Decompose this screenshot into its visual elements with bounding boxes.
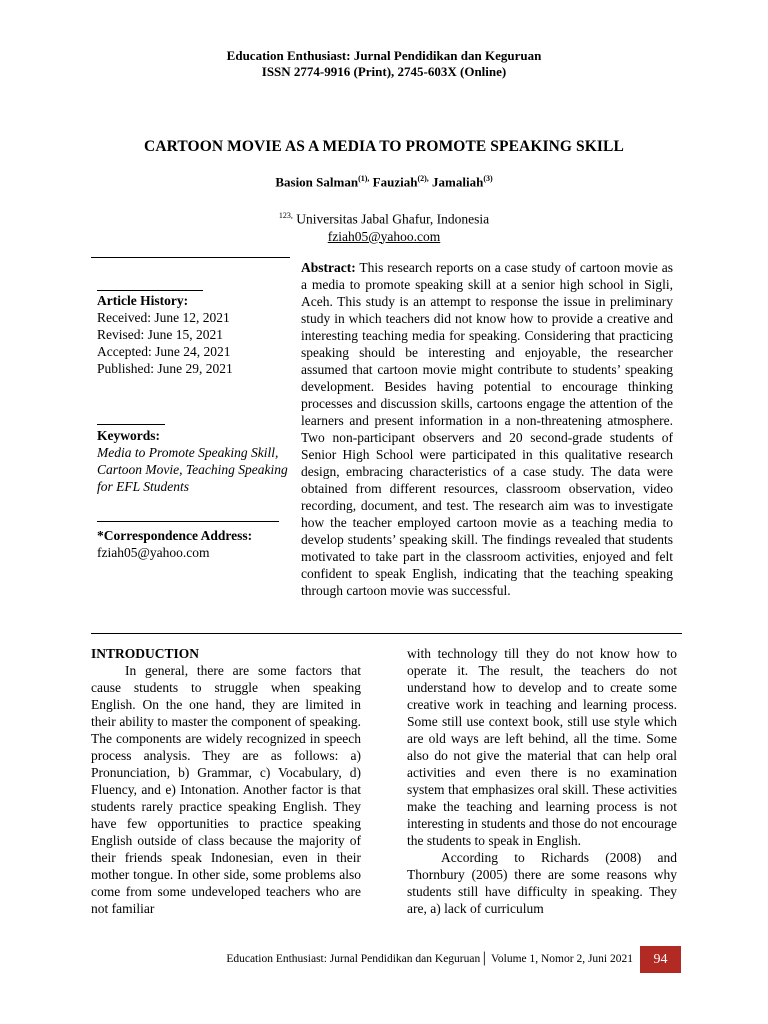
- author-name: Basion Salman: [275, 174, 359, 190]
- journal-header: [0, 48, 768, 80]
- divider-line: [91, 257, 290, 258]
- abstract-text: This research reports on a case study of cartoon movie as a media to promote speaking skill at a senior high school in Sigli, Aceh. This study is an attempt to response the issue in preliminary study in which teachers did not know how to provide a creative and interesting teaching media for speaking. Considering that practicing speaking should be interesting and enjoyable, the researcher assumed that cartoon movie might contribute to students’ speaking development. Besides having potential to encourage thinking processes and discussion skills, cartoons engage the attention of the learners and present information in a non-threatening atmosphere. Two non-participant observers and 20 second-grade students of Senior High School were participated in this qualitative research design, embracing characteristics of a case study. The data were obtained from different resources, classroom observation, video recording, document, and test. The research aim was to investigate how the teacher employed cartoon movie as a teaching media to develop students’ speaking skill. The findings revealed that students motivated to take part in the classroom activities, enjoyed and felt confident to speak English, indicating that the teaching speaking through cartoon movie was successful.: [301, 260, 673, 598]
- correspondence-heading: *Correspondence Address:: [97, 528, 253, 543]
- author-affil-mark: (2),: [417, 174, 429, 183]
- divider-line: [91, 633, 682, 634]
- published-date: Published: June 29, 2021: [97, 361, 233, 376]
- short-rule: [97, 424, 165, 425]
- received-date: Received: June 12, 2021: [97, 310, 230, 325]
- author-affil-mark: (3): [483, 174, 493, 183]
- keywords-heading: Keywords:: [97, 428, 160, 443]
- affiliation-mark: 123,: [278, 211, 293, 220]
- short-rule: [97, 521, 279, 522]
- author-list: [0, 174, 768, 190]
- keywords-text: Media to Promote Speaking Skill, Cartoon Movie, Teaching Speaking for EFL Students: [97, 445, 288, 494]
- author-name: Fauziah: [369, 174, 418, 190]
- abstract: [301, 259, 673, 599]
- correspondence: [97, 527, 292, 561]
- abstract-label: Abstract:: [301, 260, 356, 275]
- journal-name: Education Enthusiast: Jurnal Pendidikan dan Keguruan: [226, 48, 542, 63]
- affiliation: [0, 207, 768, 245]
- author-name: Jamaliah: [428, 174, 484, 190]
- revised-date: Revised: June 15, 2021: [97, 327, 223, 342]
- keywords: [97, 427, 292, 495]
- body-paragraph: According to Richards (2008) and Thornbury (2005) there are some reasons why students still have difficulty in speaking. They are, a) lack of curriculum: [407, 850, 677, 916]
- accepted-date: Accepted: June 24, 2021: [97, 344, 231, 359]
- section-heading: INTRODUCTION: [91, 646, 200, 661]
- short-rule: [97, 290, 203, 291]
- author-email: fziah05@yahoo.com: [327, 228, 441, 244]
- correspondence-email: fziah05@yahoo.com: [97, 545, 210, 560]
- page-footer: Education Enthusiast: Jurnal Pendidikan dan Keguruan│ Volume 1, Nomor 2, Juni 2021: [226, 953, 633, 965]
- paper-title: CARTOON MOVIE AS A MEDIA TO PROMOTE SPEAKING SKILL: [144, 138, 624, 155]
- intro-column-left: [91, 645, 361, 917]
- affiliation-name: Universitas Jabal Ghafur, Indonesia: [292, 211, 490, 227]
- article-history: [97, 292, 292, 377]
- body-paragraph: In general, there are some factors that cause students to struggle when speaking English. On the one hand, they are limited in their ability to master the component of speaking. The components are widely recognized in speech process analysis. They are as follows: a) Pronunciation, b) Grammar, c) Vocabulary, d) Fluency, and e) Intonation. Another factor is that students rarely practice speaking English. They have few opportunities to practice speaking English outside of class because the majority of their friends speak Indonesian, even in their mother tongue. In other side, some problems also come from some undeveloped teachers who are not familiar: [91, 663, 361, 916]
- author-affil-mark: (1),: [358, 174, 370, 183]
- intro-column-right: [407, 645, 677, 917]
- journal-issn: ISSN 2774-9916 (Print), 2745-603X (Online): [261, 64, 507, 79]
- page-number: 94: [640, 946, 681, 973]
- body-paragraph: with technology till they do not know how to operate it. The result, the teachers do not understand how to develop and to create some creative work in teaching and learning process. Some still use context book, still use style which are old ways are left behind, all the time. Some also do not give the material that can help oral activities and even there is no examination system that emphasizes oral skill. These activities make the teaching and learning process is not interesting in students and those do not encourage the students to speak in English.: [407, 646, 677, 848]
- article-history-heading: Article History:: [97, 293, 189, 308]
